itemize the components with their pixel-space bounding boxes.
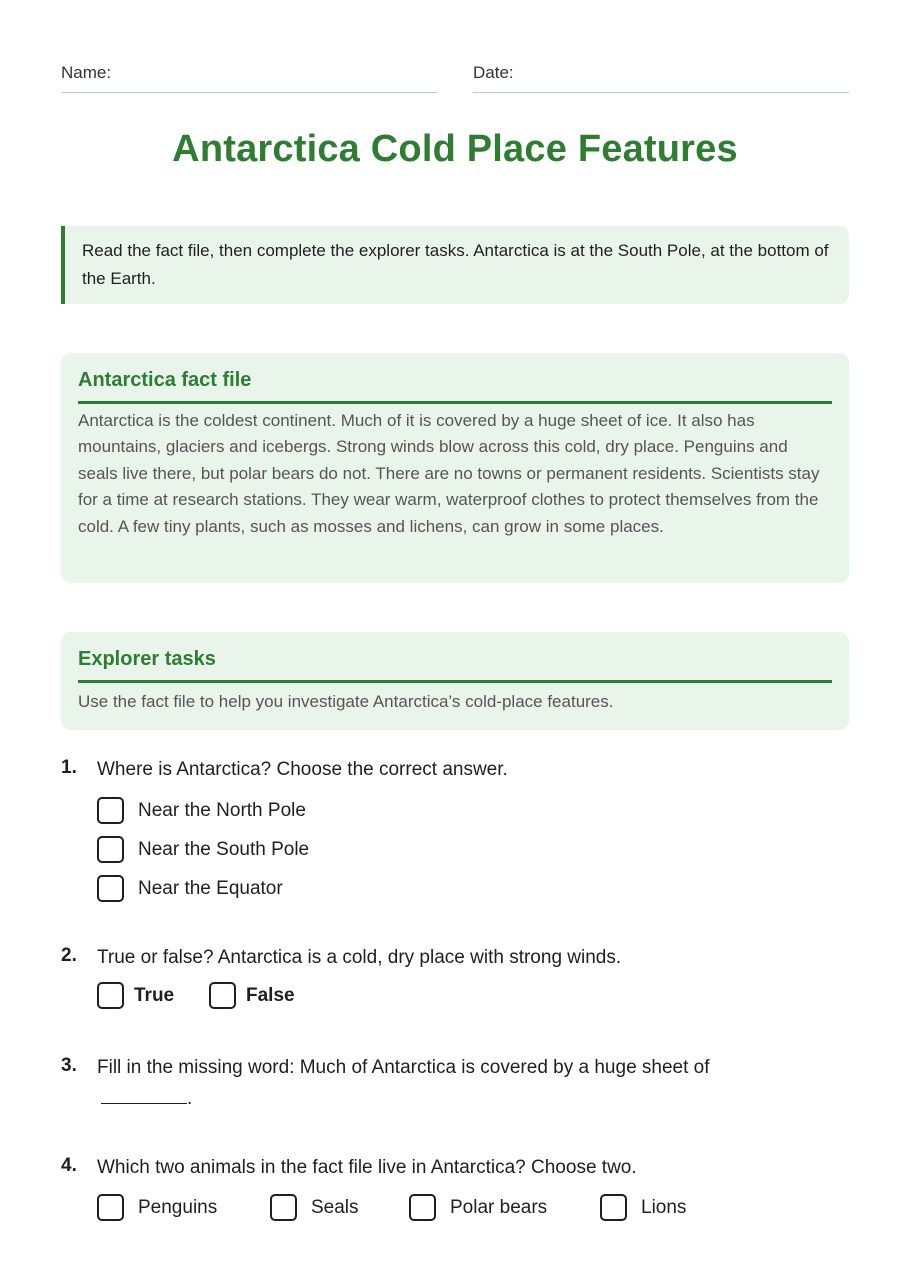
- question-number: 4.: [61, 1155, 77, 1176]
- answer-line-row: [97, 1083, 192, 1114]
- fact-file-body: Antarctica is the coldest continent. Much of it is covered by a huge sheet of ice. It also has mountains, glaciers and icebergs. Strong winds blow across this cold, dry place. Penguins and seals live there, but polar bears do not. There are no towns or permanent residents. Scientists stay for a time at research stations. They wear warm, waterproof clothes to protect themselves from the cold. A few tiny plants, such as mosses and lichens, can grow in some places.: [78, 411, 820, 536]
- question-number: 1.: [61, 757, 77, 778]
- intro-callout: Read the fact file, then complete the explorer tasks. Antarctica is at the South Pole, at the bottom of the Earth.: [61, 226, 849, 304]
- fact-file-title: Antarctica fact file: [78, 367, 832, 404]
- checkbox[interactable]: [97, 836, 124, 863]
- name-label: Name:: [61, 63, 112, 82]
- checkbox[interactable]: [270, 1194, 297, 1221]
- option-label: Lions: [641, 1196, 687, 1218]
- checkbox[interactable]: [97, 875, 124, 902]
- option-true[interactable]: [97, 982, 174, 1009]
- question-number: 3.: [61, 1055, 77, 1076]
- checkbox[interactable]: [97, 1194, 124, 1221]
- option-label: Near the South Pole: [138, 838, 310, 860]
- page-title: Antarctica Cold Place Features: [172, 128, 738, 170]
- date-field[interactable]: [473, 62, 849, 93]
- option-equator[interactable]: [97, 875, 283, 902]
- checkbox[interactable]: [97, 797, 124, 824]
- explorer-tasks-card: [61, 632, 849, 730]
- blank-suffix: .: [187, 1088, 193, 1109]
- checkbox[interactable]: [409, 1194, 436, 1221]
- option-north-pole[interactable]: [97, 797, 306, 824]
- option-seals[interactable]: [270, 1194, 359, 1221]
- answer-blank[interactable]: [101, 1083, 187, 1104]
- checkbox[interactable]: [600, 1194, 627, 1221]
- option-label: Near the Equator: [138, 877, 283, 899]
- name-field[interactable]: [61, 62, 437, 93]
- fact-file-card: [61, 353, 849, 583]
- question-text: Which two animals in the fact file live in Antarctica? Choose two.: [97, 1157, 637, 1178]
- checkbox[interactable]: [97, 982, 124, 1009]
- option-lions[interactable]: [600, 1194, 686, 1221]
- question-number: 2.: [61, 945, 77, 966]
- option-label: Near the North Pole: [138, 799, 306, 821]
- question-text: True or false? Antarctica is a cold, dry place with strong winds.: [97, 947, 622, 968]
- option-label: Penguins: [138, 1196, 218, 1218]
- question-text: Where is Antarctica? Choose the correct answer.: [97, 759, 508, 780]
- option-polar-bears[interactable]: [409, 1194, 547, 1221]
- checkbox[interactable]: [209, 982, 236, 1009]
- date-label: Date:: [473, 63, 514, 82]
- option-label: True: [134, 984, 175, 1006]
- name-date-row: [61, 62, 849, 92]
- option-label: Polar bears: [450, 1196, 548, 1218]
- explorer-tasks-title: Explorer tasks: [78, 646, 832, 683]
- option-penguins[interactable]: [97, 1194, 217, 1221]
- explorer-tasks-subtitle: Use the fact file to help you investigate Antarctica’s cold-place features.: [78, 692, 614, 711]
- question-text: Fill in the missing word: Much of Antarctica is covered by a huge sheet of: [97, 1057, 710, 1078]
- option-label: False: [246, 984, 295, 1006]
- option-false[interactable]: [209, 982, 295, 1009]
- option-label: Seals: [311, 1196, 359, 1218]
- option-south-pole[interactable]: [97, 836, 309, 863]
